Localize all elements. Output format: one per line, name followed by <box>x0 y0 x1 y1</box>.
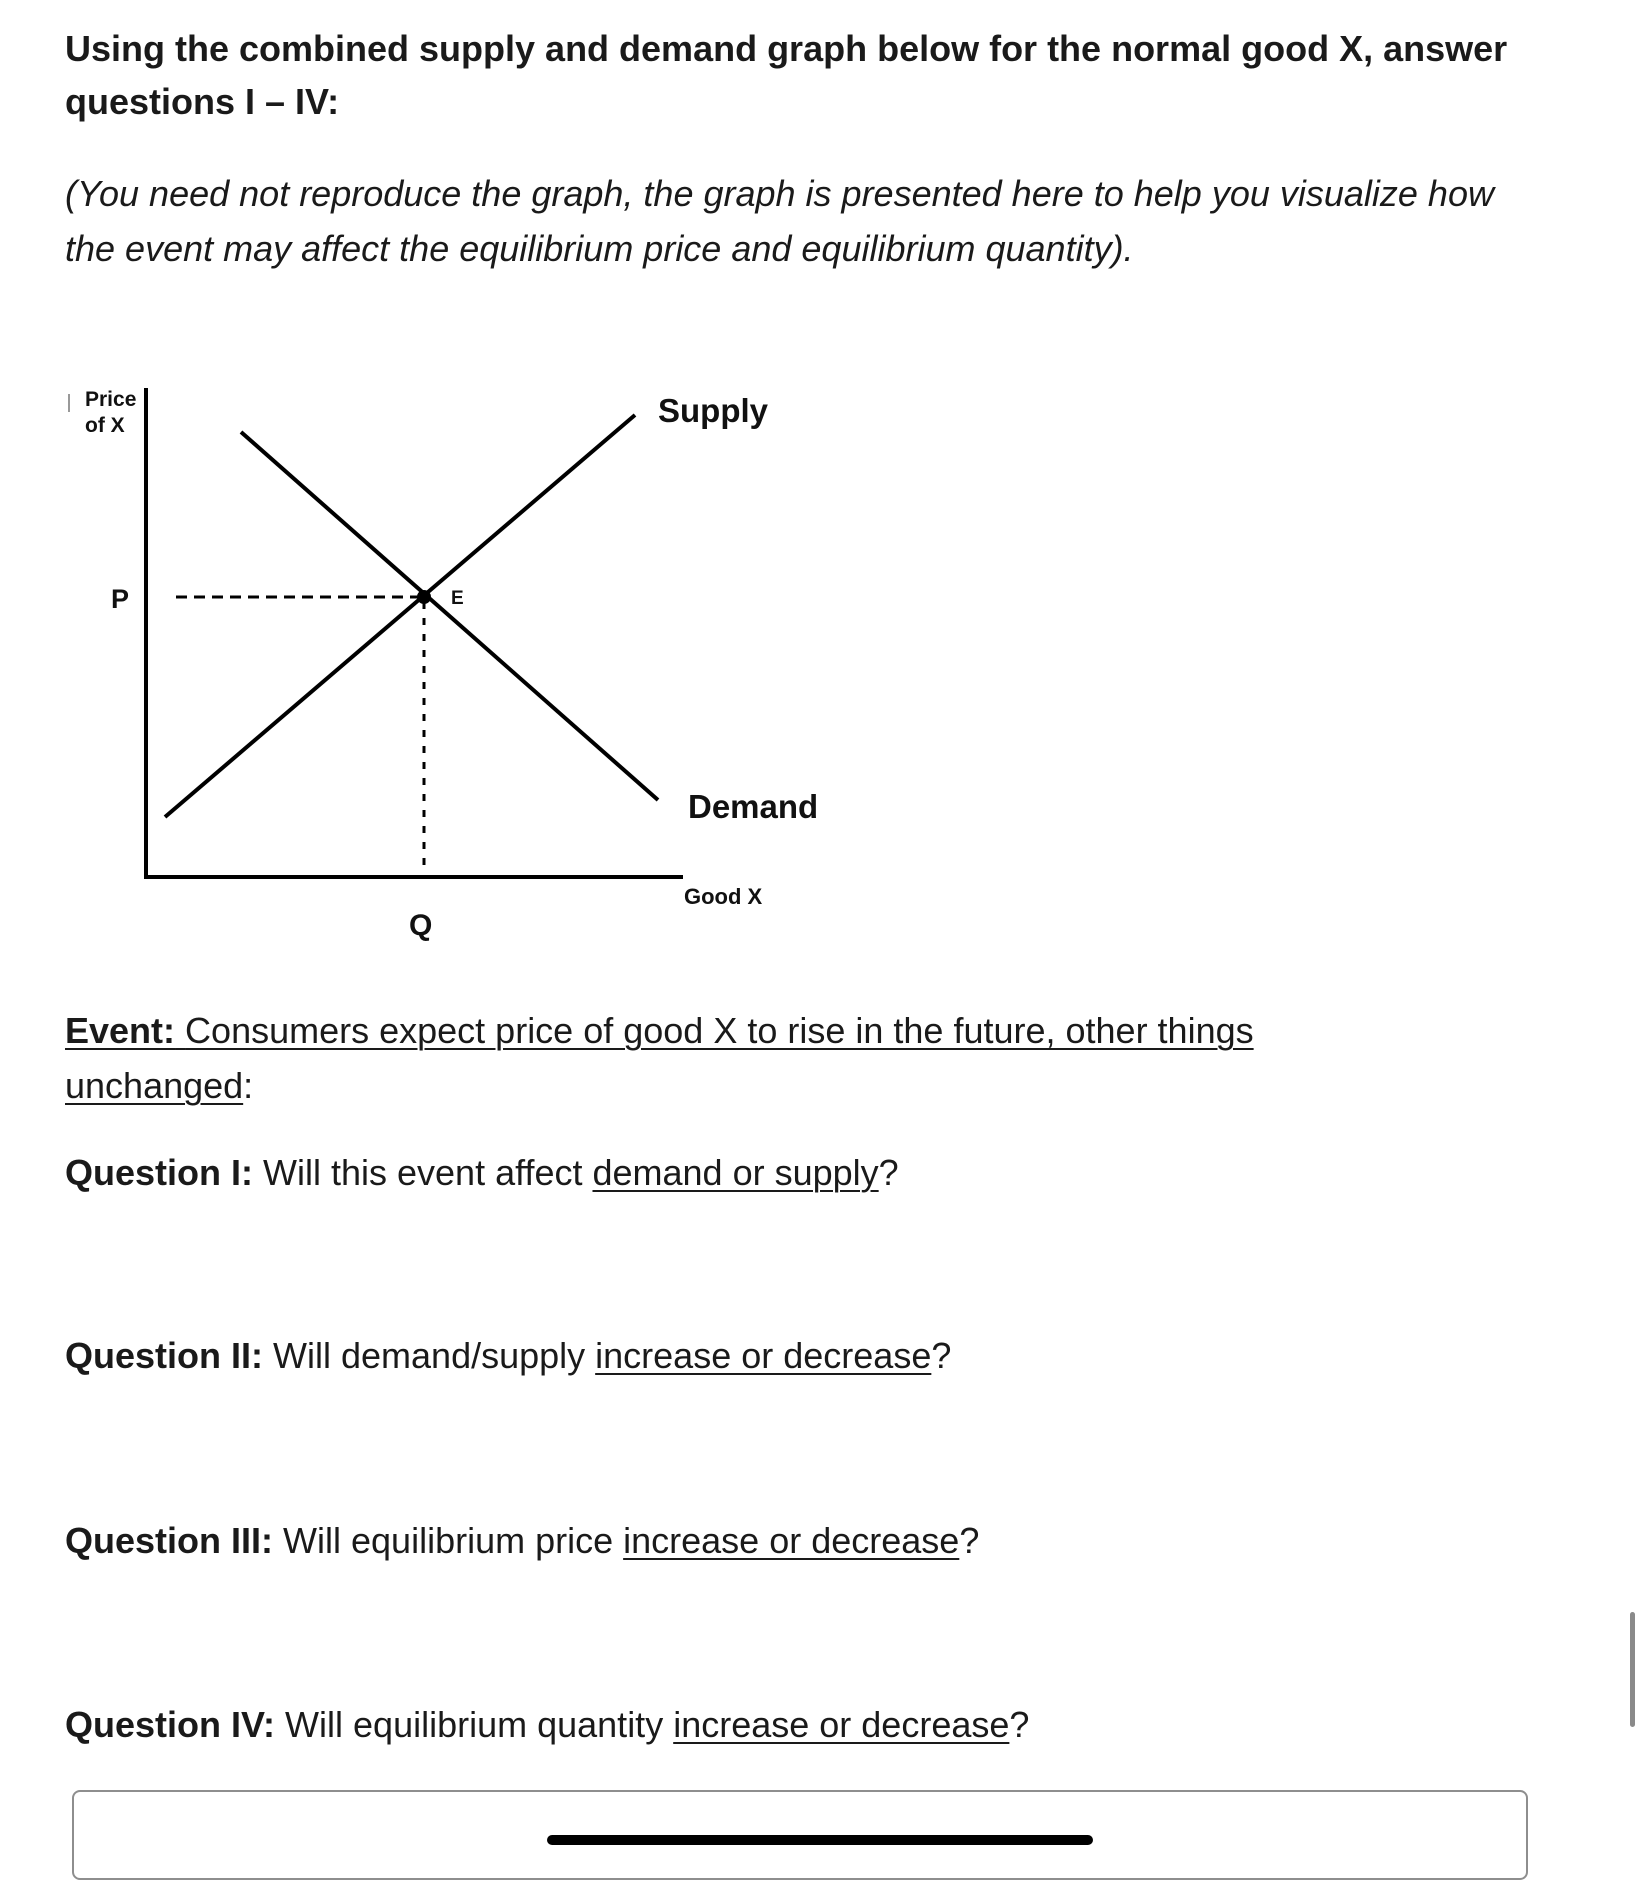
question-4-label: Question IV: <box>65 1704 276 1745</box>
question-3-text: Will equilibrium price <box>283 1520 624 1561</box>
question-2-suffix: ? <box>931 1335 952 1376</box>
question-1 <box>65 1148 899 1198</box>
graph-note: (You need not reproduce the graph, the graph is presented here to help you visualize how the event may affect the equilibrium price and equilibrium quantity). <box>65 173 1494 269</box>
question-1-text: Will this event affect <box>263 1152 593 1193</box>
question-4-underlined: increase or decrease <box>673 1704 1010 1745</box>
question-2-label: Question II: <box>65 1335 263 1376</box>
question-1-label: Question I: <box>65 1152 253 1193</box>
demand-label: Demand <box>688 788 819 825</box>
home-indicator[interactable] <box>547 1835 1093 1845</box>
question-2-text: Will demand/supply <box>273 1335 596 1376</box>
x-axis-label: Good X <box>684 884 763 909</box>
question-4 <box>65 1700 1029 1750</box>
equilibrium-label: E <box>451 588 464 609</box>
question-3-suffix: ? <box>959 1520 980 1561</box>
question-3-underlined: increase or decrease <box>623 1520 960 1561</box>
question-4-suffix: ? <box>1009 1704 1030 1745</box>
question-1-underlined: demand or supply <box>592 1152 879 1193</box>
supply-curve <box>165 415 635 817</box>
equilibrium-point <box>417 590 431 604</box>
y-axis-label-line2: of X <box>85 414 125 437</box>
instructions-heading: Using the combined supply and demand graph below for the normal good X, answer questions I – IV: <box>65 28 1508 122</box>
price-label: P <box>111 584 130 614</box>
supply-label: Supply <box>658 392 769 429</box>
y-axis-label: Price <box>85 388 137 411</box>
question-4-text: Will equilibrium quantity <box>285 1704 674 1745</box>
question-2-underlined: increase or decrease <box>595 1335 932 1376</box>
event-text: Consumers expect price of good X to rise in the future, other things unchanged <box>65 1010 1254 1106</box>
quantity-label: Q <box>409 909 433 942</box>
event-statement <box>65 1003 1405 1113</box>
question-3 <box>65 1516 979 1566</box>
question-2 <box>65 1331 951 1381</box>
supply-demand-graph <box>0 370 900 950</box>
demand-curve <box>241 432 658 800</box>
scrollbar[interactable] <box>1630 1612 1635 1727</box>
event-label: Event: <box>65 1010 176 1051</box>
question-1-suffix: ? <box>878 1152 899 1193</box>
question-3-label: Question III: <box>65 1520 274 1561</box>
event-suffix: : <box>243 1065 254 1106</box>
